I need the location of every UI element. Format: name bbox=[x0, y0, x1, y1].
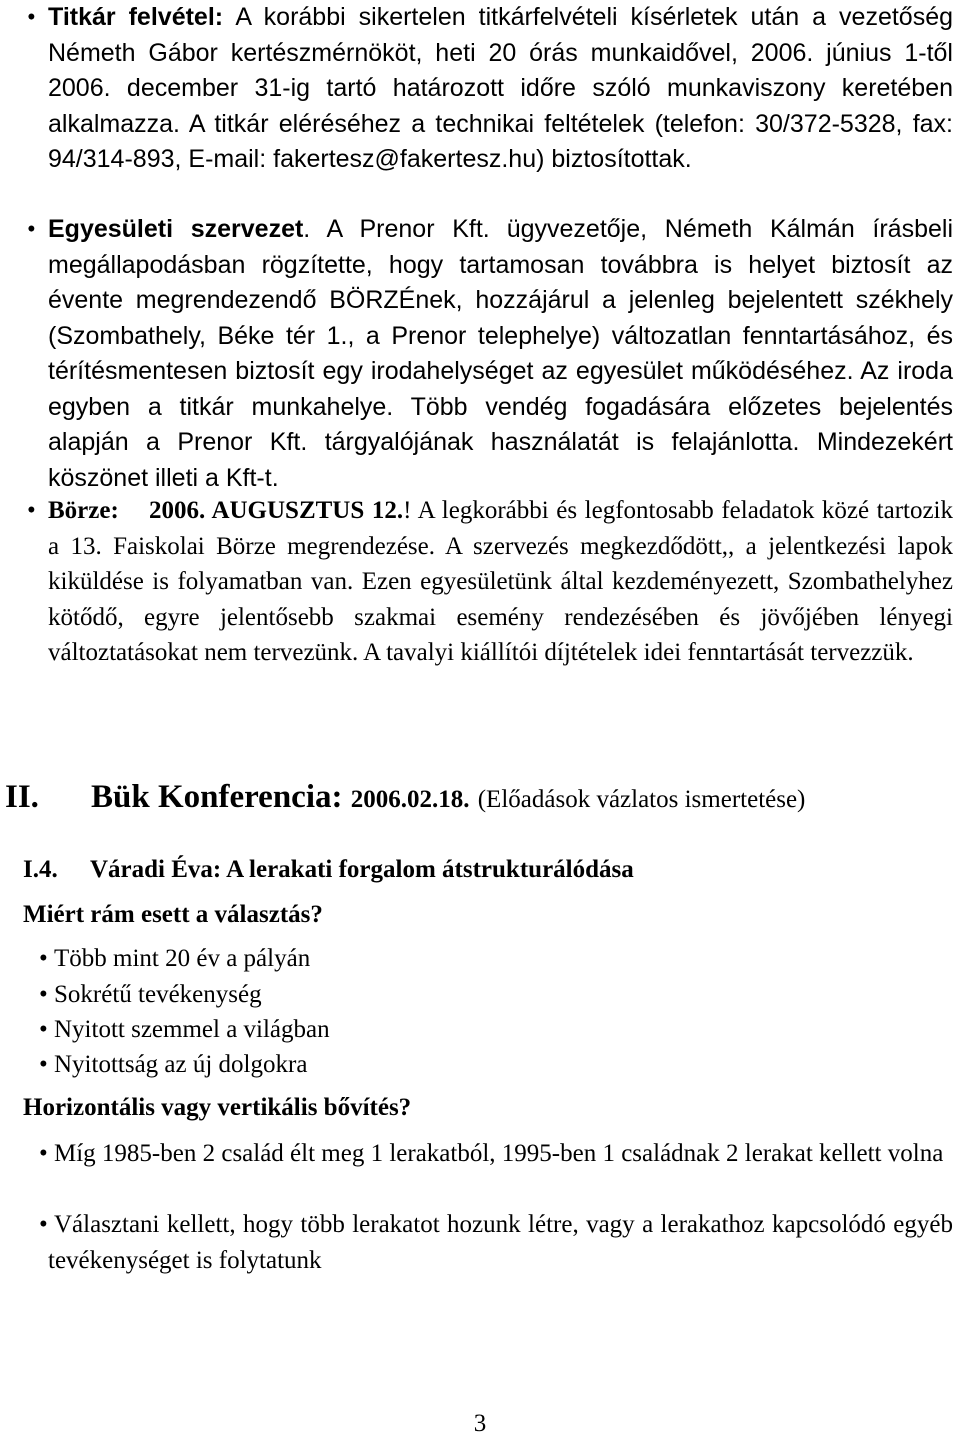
list-item bbox=[39, 1047, 308, 1082]
bullet: • bbox=[39, 1140, 48, 1167]
subsection-heading bbox=[23, 852, 634, 888]
paragraph-label: Egyesületi szervezet bbox=[48, 215, 304, 243]
bullet: • bbox=[39, 1211, 48, 1238]
list-item bbox=[39, 1012, 330, 1047]
paragraph-body: ! A legkorábbi és legfontosabb feladatok közé tartozik a 13. Faiskolai Börze megrendezése. A szervezés megkezdődött,, a jelentkezési lapok kiküldése is folyamatban van. Ezen egyesületünk által kezdeményezett, Szombathelyhez kötődő, egyre jelentősebb szakmai esemény rendezésében és jövőjében lényegi változtatásokat nem tervezünk. A tavalyi kiállítói díjtételek idei fenntartását tervezzük. bbox=[48, 497, 954, 666]
list-item bbox=[39, 977, 262, 1012]
section-note: (Előadások vázlatos ismertetése) bbox=[477, 786, 806, 813]
list-item bbox=[39, 941, 311, 976]
subsection-title: Váradi Éva: A lerakati forgalom átstrukturálódása bbox=[90, 856, 634, 883]
list-item-text: Választani kellett, hogy több lerakatot hozunk létre, vagy a lerakathoz kapcsolódó egyéb tevékenységet is folytatunk bbox=[48, 1211, 953, 1274]
paragraph-borze bbox=[27, 493, 954, 671]
section-number: II. bbox=[5, 779, 39, 815]
section-heading bbox=[5, 775, 805, 822]
page-number: 3 bbox=[473, 1410, 487, 1437]
section-title: Bük Konferencia: bbox=[91, 779, 343, 815]
paragraph-label: Börze: bbox=[48, 497, 119, 524]
bullet: • bbox=[27, 4, 36, 31]
bullet: • bbox=[39, 981, 48, 1008]
question-heading: Horizontális vagy vertikális bővítés? bbox=[23, 1094, 412, 1121]
question-heading: Miért rám esett a választás? bbox=[23, 901, 323, 928]
paragraph-egyesuleti-szervezet bbox=[27, 212, 953, 496]
paragraph-body: A korábbi sikertelen titkárfelvételi kísérletek után a vezetőség Németh Gábor kertészmérnököt, heti 20 órás munkaidővel, 2006. június 1-től 2006. december 31-ig tartó határozott időre szóló munkaviszony keretében alkalmazza. A titkár eléréséhez a technikai feltételek (telefon: 30/372-5328, fax: 94/314-893, E-mail: fakertesz@fakertesz.hu) biztosítottak. bbox=[48, 3, 953, 173]
paragraph-body: ügyvezetője, Németh Kálmán írásbeli megállapodásban rögzítette, hogy tartamosan továbbra is helyet biztosít az évente megrendezendő BÖRZÉnek, hozzájárul a jelenleg bejelentett székhely (Szombathely, Béke tér 1., a Prenor telephelye) változatlan fenntartásához, és térítésmentesen biztosít egy irodahelységet az egyesület működéséhez. Az iroda egyben a titkár munkahelye. Több vendég fogadására előzetes bejelentés alapján a Prenor Kft. tárgyalójának használatát is felajánlotta. Mindezekért köszönet illeti a Kft-t. bbox=[48, 215, 953, 492]
bullet: • bbox=[39, 1016, 48, 1043]
paragraph-label-tail: . A Prenor Kft. bbox=[303, 215, 490, 243]
list-item-text: Nyitott szemmel a világban bbox=[54, 1016, 330, 1043]
paragraph-titkar-felvetel bbox=[27, 0, 953, 178]
paragraph-label-date: 2006. AUGUSZTUS 12. bbox=[149, 497, 404, 524]
list-item bbox=[39, 1136, 953, 1172]
list-item bbox=[39, 1207, 953, 1278]
bullet: • bbox=[39, 1051, 48, 1078]
bullet: • bbox=[39, 945, 48, 972]
bullet: • bbox=[27, 216, 36, 243]
list-item-text: Míg 1985-ben 2 család élt meg 1 lerakatból, 1995-ben 1 családnak 2 lerakat kellett volna bbox=[54, 1140, 944, 1167]
section-date: 2006.02.18. bbox=[350, 786, 470, 813]
list-item-text: Sokrétű tevékenység bbox=[54, 981, 262, 1008]
paragraph-label: Titkár felvétel: bbox=[48, 3, 224, 31]
list-item-text: Több mint 20 év a pályán bbox=[54, 945, 311, 972]
subsection-number: I.4. bbox=[23, 856, 58, 883]
list-item-text: Nyitottság az új dolgokra bbox=[54, 1051, 308, 1078]
bullet: • bbox=[27, 497, 36, 524]
